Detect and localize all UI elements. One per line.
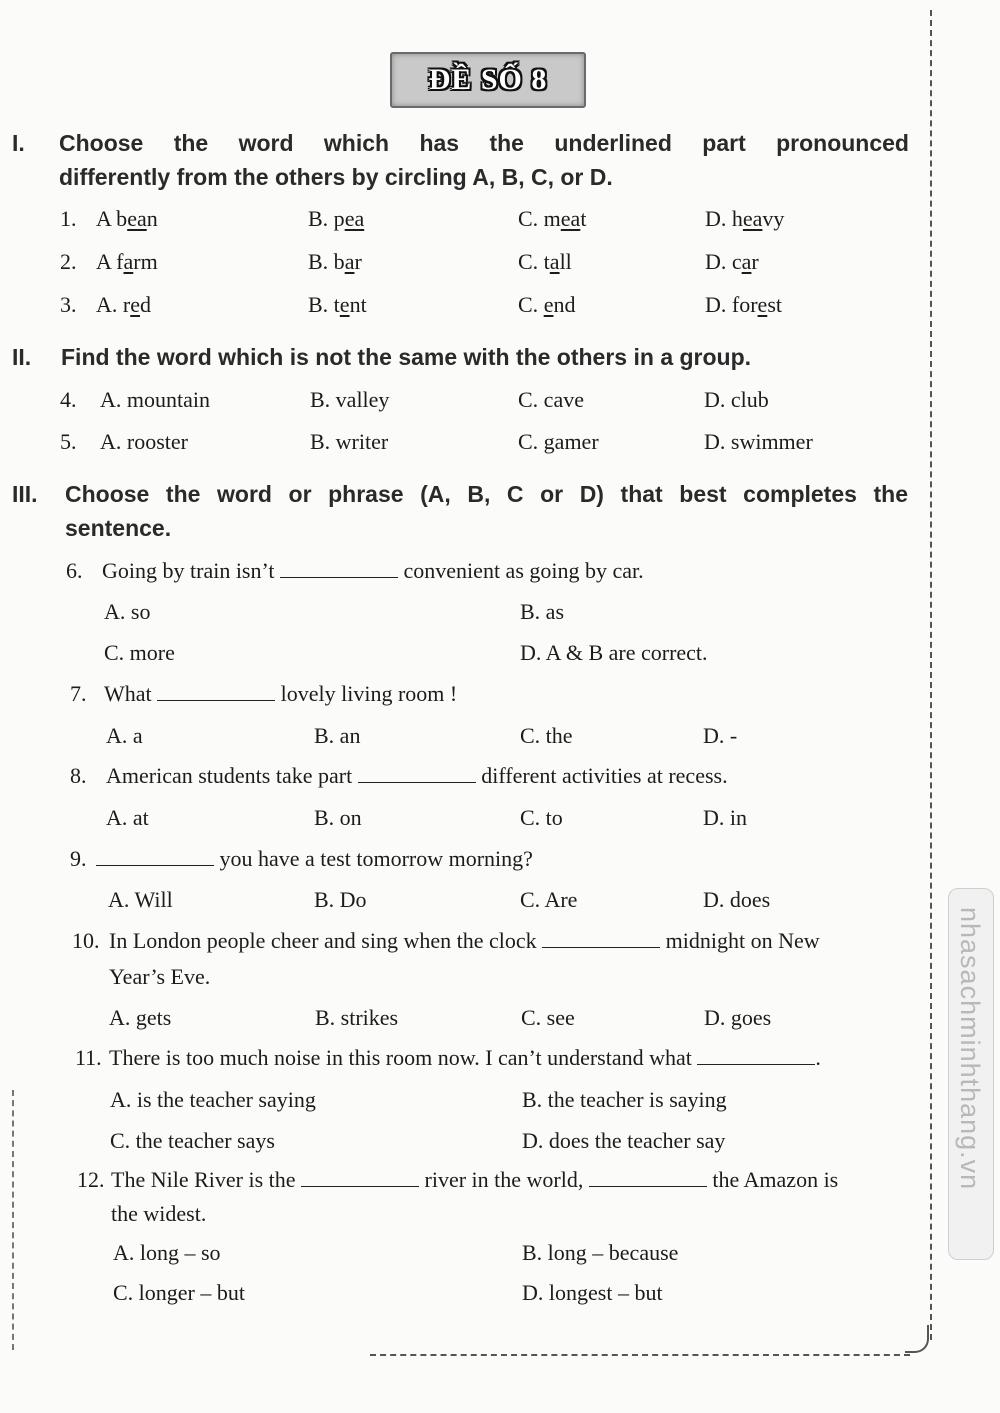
option-b: B. an bbox=[314, 723, 361, 748]
page-border-corner bbox=[905, 1325, 929, 1353]
publisher-side-tab bbox=[948, 888, 994, 1260]
option-b: B. on bbox=[314, 805, 362, 830]
question-text: The Nile River is the river in the world, the Amazon is bbox=[111, 1167, 839, 1192]
section-1-line-1: Choose the word which has the underlined part pronounced bbox=[59, 130, 909, 156]
section-2-number: II. bbox=[12, 344, 32, 370]
question-number: 1. bbox=[60, 206, 77, 231]
question-number: 9. bbox=[70, 846, 87, 871]
option-c: C. cave bbox=[518, 387, 584, 412]
option-c: C. to bbox=[520, 805, 563, 830]
question-number: 5. bbox=[60, 429, 77, 454]
option-b: B. bar bbox=[308, 249, 362, 274]
option-d: D. - bbox=[703, 723, 738, 748]
option-d: D. longest – but bbox=[522, 1280, 663, 1305]
question-number: 7. bbox=[70, 681, 87, 706]
option-c: C. see bbox=[521, 1005, 575, 1030]
answer-blank bbox=[96, 845, 214, 866]
option-d: D. club bbox=[704, 387, 769, 412]
option-d: D. heavy bbox=[705, 206, 785, 231]
section-3-number: III. bbox=[12, 481, 38, 507]
option-a: A. gets bbox=[109, 1005, 172, 1030]
option-d: D. forest bbox=[705, 292, 782, 317]
option-d: D. swimmer bbox=[704, 429, 813, 454]
option-d: D. does bbox=[703, 887, 771, 912]
option-c: C. the bbox=[520, 723, 573, 748]
page-border-bottom bbox=[370, 1354, 910, 1356]
question-number: 8. bbox=[70, 763, 87, 788]
option-a: A bean bbox=[96, 206, 158, 231]
option-a: A. red bbox=[96, 292, 151, 317]
section-3-heading bbox=[12, 477, 912, 547]
answer-blank bbox=[358, 762, 476, 783]
option-c: C. meat bbox=[518, 206, 587, 231]
question-text: you have a test tomorrow morning? bbox=[96, 844, 533, 874]
option-d: D. in bbox=[703, 805, 747, 830]
answer-blank bbox=[280, 557, 398, 578]
option-b: B. the teacher is saying bbox=[522, 1087, 727, 1112]
title-box bbox=[390, 52, 586, 108]
option-d: D. car bbox=[705, 249, 759, 274]
option-b: B. pea bbox=[308, 206, 365, 231]
option-a: A. long – so bbox=[113, 1240, 221, 1265]
option-a: A. rooster bbox=[100, 429, 188, 454]
option-c: C. tall bbox=[518, 249, 572, 274]
option-b: B. tent bbox=[308, 292, 367, 317]
option-c: C. Are bbox=[520, 887, 578, 912]
section-3-line-1: Choose the word or phrase (A, B, C or D) that best completes the bbox=[65, 481, 908, 507]
section-1-number: I. bbox=[12, 130, 25, 156]
page-title: ĐỀ SỐ 8 bbox=[428, 63, 548, 96]
option-c: C. end bbox=[518, 292, 576, 317]
answer-blank bbox=[697, 1044, 815, 1065]
question-text: Going by train isn’t convenient as going by car. bbox=[102, 558, 644, 583]
question-number: 6. bbox=[66, 558, 83, 583]
option-a: A. so bbox=[104, 599, 151, 624]
question-text: What lovely living room ! bbox=[104, 681, 458, 706]
option-a: A farm bbox=[96, 249, 158, 274]
publisher-watermark: nhasachminhthang.vn bbox=[955, 907, 985, 1191]
option-d: D. goes bbox=[704, 1005, 772, 1030]
page-border-right bbox=[930, 10, 932, 1340]
option-a: A. at bbox=[106, 805, 149, 830]
option-a: A. mountain bbox=[100, 387, 210, 412]
section-3-line-2: sentence. bbox=[65, 515, 172, 541]
option-b: B. Do bbox=[314, 887, 367, 912]
option-c: C. gamer bbox=[518, 429, 599, 454]
answer-blank bbox=[542, 927, 660, 948]
page-border-left bbox=[12, 1090, 14, 1350]
option-c: C. more bbox=[104, 640, 175, 665]
question-number: 11. bbox=[75, 1045, 102, 1070]
option-b: B. valley bbox=[310, 387, 390, 412]
section-2-heading bbox=[12, 340, 912, 376]
question-number: 12. bbox=[77, 1167, 105, 1192]
section-1-line-2: differently from the others by circling A, B, C, or D. bbox=[59, 164, 613, 190]
section-2-line-1: Find the word which is not the same with the others in a group. bbox=[61, 344, 752, 370]
answer-blank-1 bbox=[301, 1166, 419, 1187]
option-b: B. strikes bbox=[315, 1005, 399, 1030]
option-b: B. long – because bbox=[522, 1240, 679, 1265]
question-text-continued: the widest. bbox=[111, 1201, 207, 1226]
option-b: B. as bbox=[520, 599, 564, 624]
answer-blank-2 bbox=[589, 1166, 707, 1187]
question-number: 4. bbox=[60, 387, 77, 412]
answer-blank bbox=[157, 680, 275, 701]
question-number: 3. bbox=[60, 292, 77, 317]
question-text: In London people cheer and sing when the clock midnight on New bbox=[109, 928, 820, 953]
option-d: D. A & B are correct. bbox=[520, 640, 708, 665]
option-b: B. writer bbox=[310, 429, 389, 454]
question-text: American students take part different activities at recess. bbox=[106, 763, 728, 788]
question-number: 2. bbox=[60, 249, 77, 274]
question-text: There is too much noise in this room now. I can’t understand what . bbox=[109, 1045, 821, 1070]
option-d: D. does the teacher say bbox=[522, 1128, 726, 1153]
question-number: 10. bbox=[72, 928, 100, 953]
option-a: A. a bbox=[106, 723, 143, 748]
option-a: A. is the teacher saying bbox=[110, 1087, 316, 1112]
option-a: A. Will bbox=[108, 887, 173, 912]
question-text-continued: Year’s Eve. bbox=[109, 964, 211, 989]
section-1-heading bbox=[12, 126, 912, 196]
option-c: C. the teacher says bbox=[110, 1128, 275, 1153]
option-c: C. longer – but bbox=[113, 1280, 245, 1305]
